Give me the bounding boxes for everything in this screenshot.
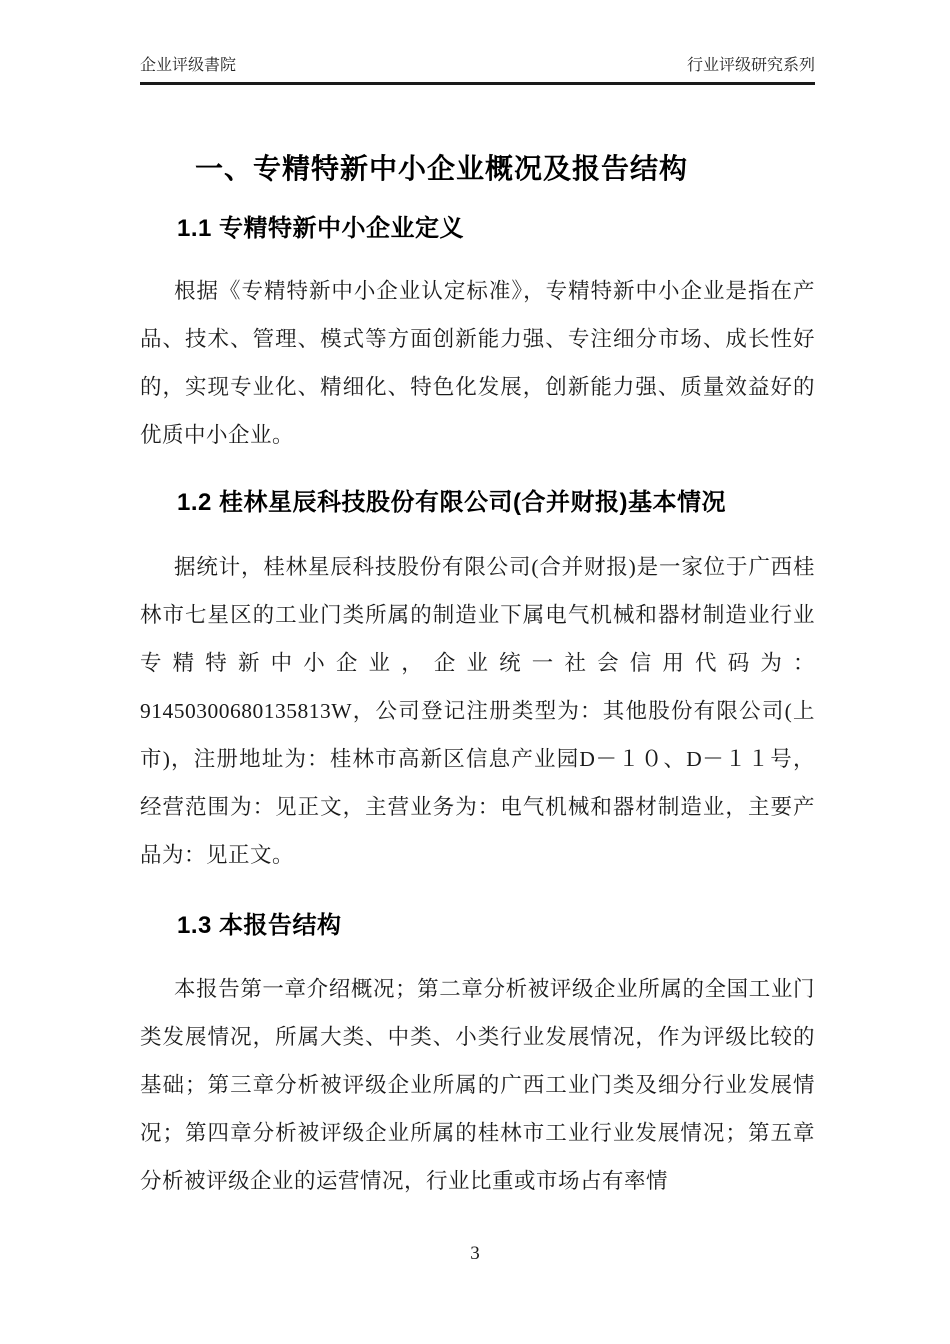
document-body bbox=[140, 151, 815, 1205]
section-1-3-paragraph: 本报告第一章介绍概况；第二章分析被评级企业所属的全国工业门类发展情况，所属大类、中类、小类行业发展情况，作为评级比较的基础；第三章分析被评级企业所属的广西工业门类及细分行业发展情况；第四章分析被评级企业所属的桂林市工业行业发展情况；第五章分析被评级企业的运营情况，行业比重或市场占有率情 bbox=[140, 977, 815, 1193]
page-footer bbox=[0, 1242, 950, 1266]
page-header bbox=[140, 0, 815, 85]
section-heading-1-3: 1.3 本报告结构 bbox=[177, 912, 342, 939]
section-1-1-paragraph: 根据《专精特新中小企业认定标准》，专精特新中小企业是指在产品、技术、管理、模式等方面创新能力强、专注细分市场、成长性好的，实现专业化、精细化、特色化发展，创新能力强、质量效益好的优质中小企业。 bbox=[140, 279, 815, 447]
header-left-text: 企业评级書院 bbox=[140, 57, 237, 74]
section-1-2-paragraph: 据统计，桂林星辰科技股份有限公司(合并财报)是一家位于广西桂林市七星区的工业门类所属的制造业下属电气机械和器材制造业行业专精特新中小企业，企业统一社会信用代码为：91450300680135813W，公司登记注册类型为：其他股份有限公司(上市)，注册地址为：桂林市高新区信息产业园D－１０、D－１１号，经营范围为：见正文，主营业务为：电气机械和器材制造业，主要产品为：见正文。 bbox=[140, 555, 815, 867]
chapter-title: 一、专精特新中小企业概况及报告结构 bbox=[195, 153, 689, 184]
page-number: 3 bbox=[470, 1243, 480, 1264]
header-right-text: 行业评级研究系列 bbox=[686, 57, 815, 74]
section-heading-1-2: 1.2 桂林星辰科技股份有限公司(合并财报)基本情况 bbox=[177, 489, 727, 516]
section-heading-1-1: 1.1 专精特新中小企业定义 bbox=[177, 215, 465, 242]
